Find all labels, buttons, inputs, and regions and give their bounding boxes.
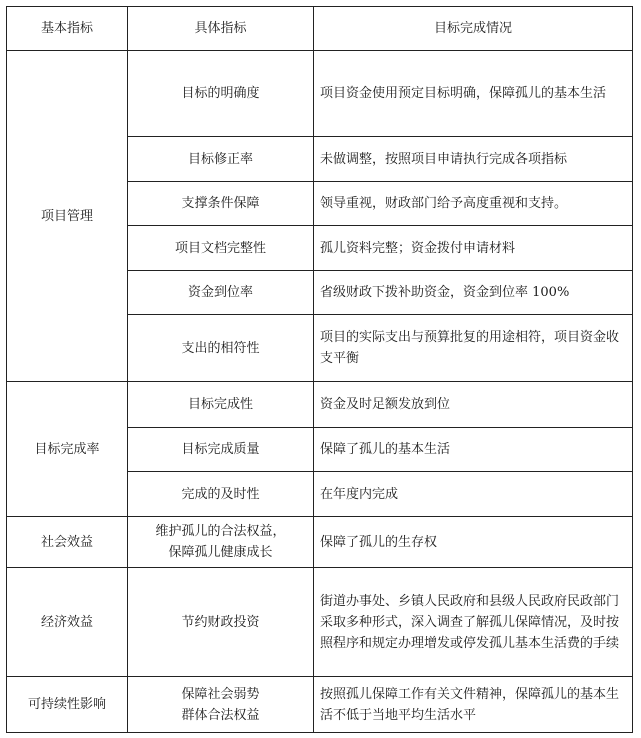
group-economic-benefit: 经济效益 <box>7 568 128 677</box>
indicator-cell: 支撑条件保障 <box>128 182 314 226</box>
indicator-cell: 项目文档完整性 <box>128 226 314 271</box>
indicator-cell: 目标的明确度 <box>128 51 314 137</box>
status-cell: 项目资金使用预定目标明确，保障孤儿的基本生活 <box>314 51 633 137</box>
performance-table <box>6 6 633 733</box>
group-project-management: 项目管理 <box>7 51 128 382</box>
status-cell: 省级财政下拨补助资金，资金到位率 100% <box>314 271 633 315</box>
indicator-cell <box>128 677 314 733</box>
group-goal-completion: 目标完成率 <box>7 382 128 517</box>
header-completion-status: 目标完成情况 <box>314 7 633 51</box>
status-cell: 保障了孤儿的基本生活 <box>314 428 633 472</box>
status-cell: 资金及时足额发放到位 <box>314 382 633 428</box>
table-row <box>7 51 633 137</box>
indicator-line: 群体合法权益 <box>181 707 260 723</box>
indicator-cell: 完成的及时性 <box>128 472 314 517</box>
indicator-line: 保障社会弱势 <box>181 686 260 702</box>
indicator-cell: 目标完成质量 <box>128 428 314 472</box>
status-cell: 在年度内完成 <box>314 472 633 517</box>
status-cell: 街道办事处、乡镇人民政府和县级人民政府民政部门采取多种形式，深入调查了解孤儿保障情况，及时按照程序和规定办理增发或停发孤儿基本生活费的手续 <box>314 568 633 677</box>
group-social-benefit: 社会效益 <box>7 517 128 568</box>
table-row <box>7 517 633 568</box>
status-cell: 孤儿资料完整；资金拨付申请材料 <box>314 226 633 271</box>
status-cell: 未做调整，按照项目申请执行完成各项指标 <box>314 137 633 182</box>
header-specific-indicator: 具体指标 <box>128 7 314 51</box>
indicator-cell: 支出的相符性 <box>128 315 314 382</box>
indicator-line: 保障孤儿健康成长 <box>168 545 273 560</box>
header-row <box>7 7 633 51</box>
indicator-cell: 目标完成性 <box>128 382 314 428</box>
indicator-cell: 节约财政投资 <box>128 568 314 677</box>
indicator-cell <box>128 517 314 568</box>
status-cell: 保障了孤儿的生存权 <box>314 517 633 568</box>
indicator-line: 维护孤儿的合法权益， <box>155 524 286 539</box>
table-row <box>7 382 633 428</box>
table-row <box>7 568 633 677</box>
indicator-cell: 资金到位率 <box>128 271 314 315</box>
table-row <box>7 677 633 733</box>
status-cell: 领导重视，财政部门给予高度重视和支持。 <box>314 182 633 226</box>
status-cell: 项目的实际支出与预算批复的用途相符，项目资金收支平衡 <box>314 315 633 382</box>
header-basic-indicator: 基本指标 <box>7 7 128 51</box>
indicator-cell: 目标修正率 <box>128 137 314 182</box>
group-sustainability: 可持续性影响 <box>7 677 128 733</box>
status-cell: 按照孤儿保障工作有关文件精神，保障孤儿的基本生活不低于当地平均生活水平 <box>314 677 633 733</box>
